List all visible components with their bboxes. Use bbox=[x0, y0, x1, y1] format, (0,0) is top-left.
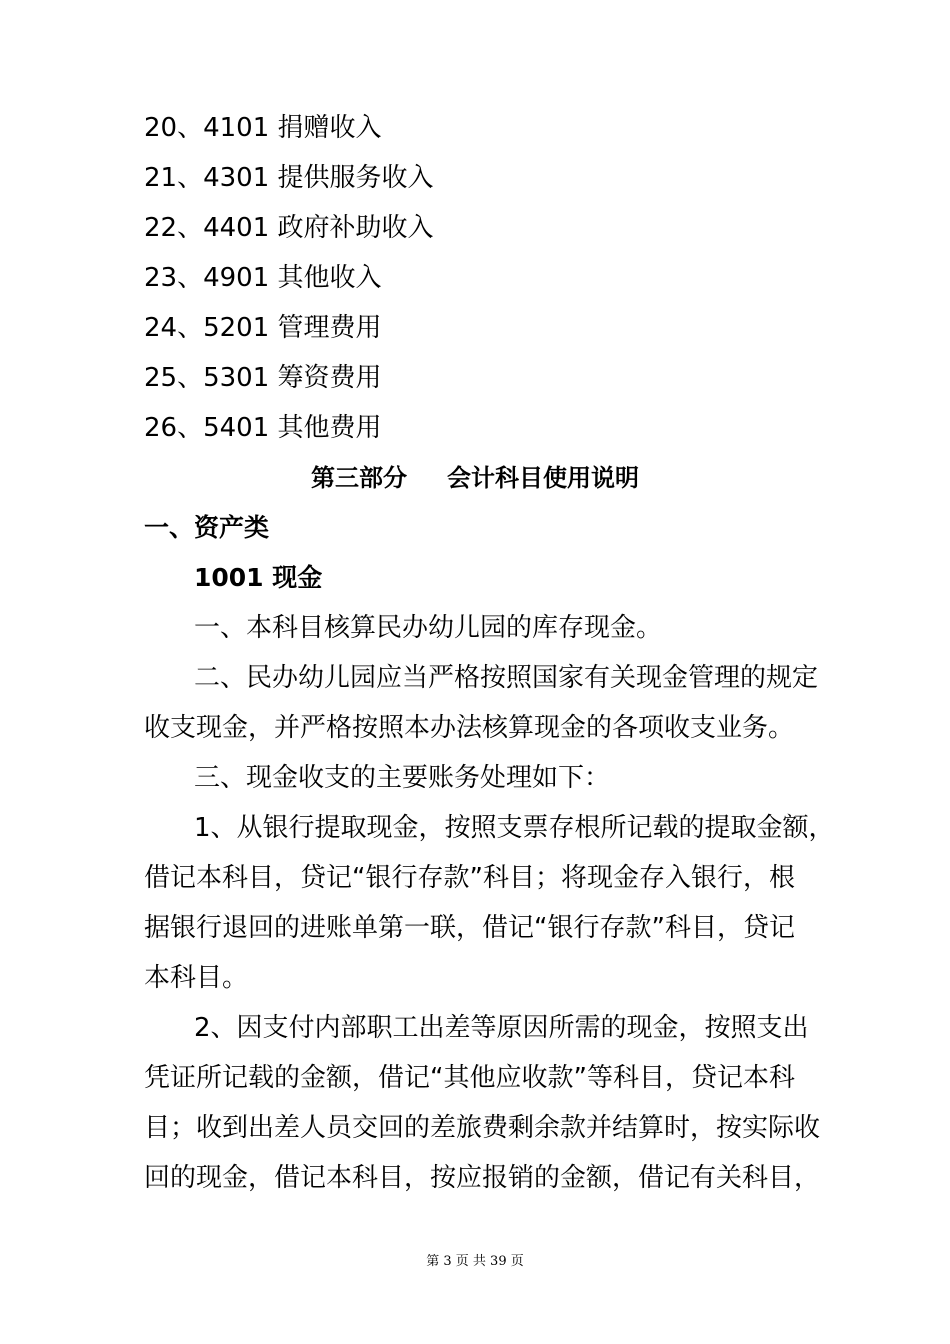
list-item: 26、5401 其他费用 bbox=[144, 413, 382, 443]
category-heading: 一、资产类 bbox=[144, 513, 270, 542]
list-item: 23、4901 其他收入 bbox=[144, 263, 382, 293]
section-title-name: 会计科目使用说明 bbox=[447, 464, 639, 492]
paragraph-line: 目；收到出差人员交回的差旅费剩余款并结算时，按实际收 bbox=[144, 1113, 821, 1143]
paragraph-line: 本科目。 bbox=[144, 963, 249, 993]
paragraph-line: 借记本科目，贷记“银行存款”科目；将现金存入银行，根 bbox=[144, 863, 795, 893]
paragraph-line: 三、现金收支的主要账务处理如下： bbox=[194, 763, 611, 793]
paragraph-line: 收支现金，并严格按照本办法核算现金的各项收支业务。 bbox=[144, 713, 795, 743]
paragraph-line: 一、本科目核算民办幼儿园的库存现金。 bbox=[194, 613, 663, 643]
list-item: 21、4301 提供服务收入 bbox=[144, 163, 434, 193]
paragraph-line: 二、民办幼儿园应当严格按照国家有关现金管理的规定 bbox=[194, 663, 819, 693]
section-title-part: 第三部分 bbox=[311, 464, 407, 492]
list-item: 24、5201 管理费用 bbox=[144, 313, 382, 343]
paragraph-line: 凭证所记载的金额，借记“其他应收款”等科目，贷记本科 bbox=[144, 1063, 795, 1093]
account-heading: 1001 现金 bbox=[194, 563, 323, 592]
paragraph-line: 据银行退回的进账单第一联，借记“银行存款”科目，贷记 bbox=[144, 913, 795, 943]
list-item: 22、4401 政府补助收入 bbox=[144, 213, 434, 243]
list-item: 25、5301 筹资费用 bbox=[144, 363, 382, 393]
page-footer: 第 3 页 共 39 页 bbox=[426, 1254, 524, 1269]
paragraph-line: 回的现金，借记本科目，按应报销的金额，借记有关科目， bbox=[144, 1163, 821, 1193]
paragraph-line: 2、因支付内部职工出差等原因所需的现金，按照支出 bbox=[194, 1013, 809, 1043]
section-title bbox=[0, 462, 950, 494]
list-item: 20、4101 捐赠收入 bbox=[144, 113, 382, 143]
paragraph-line: 1、从银行提取现金，按照支票存根所记载的提取金额， bbox=[194, 813, 835, 843]
